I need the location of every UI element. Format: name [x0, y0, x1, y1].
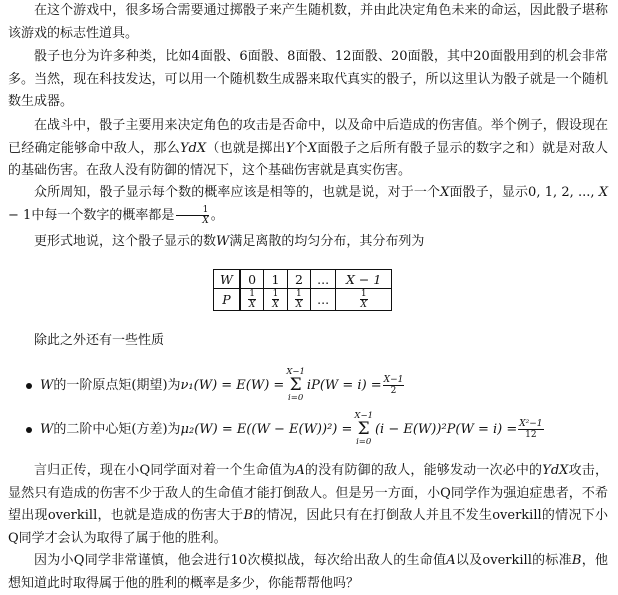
paragraph-uniform: 众所周知，骰子显示每个数的概率应该是相等的，也就是说，对于一个X面骰子，显示0, 1, 2, ..., X − 1中每一个数字的概率都是 $\frac{1}{X}$ 。: [8, 185, 608, 226]
text-p1: 在这个游戏中，很多场合需要通过掷骰子来产生随机数，并由此决定角色未来的命运，因此骰子堪称该游戏的标志性道具。: [8, 3, 608, 41]
property-variance: W 的二阶中心矩(方差)为 μ₂(W) = E((W − E(W))²) = X−1 Σ i=0 (i − E(W))²P(W = i) = $\frac{\text{X²−1}}{12}$: [26, 412, 545, 447]
summation: X−1 Σ i=0: [354, 411, 373, 447]
table-row: P $\frac{1}{X}$ $\frac{1}{X}$ $\frac{1}{X}$ ... $\frac{1}{X}$: [214, 289, 392, 311]
bullet-icon: [26, 383, 32, 389]
paragraph-dice-types: [8, 46, 608, 114]
paragraph-formal: 更形式地说，这个骰子显示的数W满足离散的均匀分布，其分布列为: [34, 234, 425, 249]
text-p2: 骰子也分为许多种类，比如4面骰、6面骰、8面骰、12面骰、20面骰，其中20面骰用到的机会非常多。当然，现在科技发达，可以用一个随机数生成器来取代真实的骰子，所以这里认为骰子就是一个随机数生成器。: [8, 49, 608, 109]
table-row: W 0 1 2 ... X − 1: [214, 270, 392, 289]
bullet-icon: [26, 427, 32, 433]
distribution-table: [213, 269, 392, 311]
paragraph-combat: 在战斗中，骰子主要用来决定角色的攻击是否命中，以及命中后造成的伤害值。举个例子，假设现在已经确定能够命中敌人，那么YdX（也就是掷出Y个X面骰子之后所有骰子显示的数字之和）就是对敌人的基础伤害。在敌人没有防御的情况下，这个基础伤害就是真实伤害。: [8, 118, 608, 178]
fraction-one-over-x: $\frac{1}{X}$: [175, 205, 209, 226]
paragraph-properties: 除此之外还有一些性质: [34, 333, 165, 348]
summation: X−1 Σ i=0: [286, 367, 305, 403]
property-expectation: W 的一阶原点矩(期望)为 ν₁(W) = E(W) = X−1 Σ i=0 iP(W = i) = $\frac{X-1}{2}$: [26, 368, 405, 403]
paragraph-overkill: 言归正传，现在小Q同学面对着一个生命值为A的没有防御的敌人，能够发动一次必中的YdX攻击，显然只有造成的伤害不少于敌人的生命值才能打倒敌人。但是另一方面，小Q同学作为强迫症患者，不希望出现overkill，也就是造成的伤害大于B的情况，因此只有在打倒敌人并且不发生overkill的情况下小Q同学才会认为取得了属于他的胜利。: [8, 463, 608, 546]
paragraph-question: 因为小Q同学非常谨慎，他会进行10次模拟战，每次给出敌人的生命值A以及overkill的标准B，他想知道此时取得属于他的胜利的概率是多少，你能帮帮他吗？: [8, 553, 608, 591]
paragraph-dice-intro: [8, 0, 608, 45]
